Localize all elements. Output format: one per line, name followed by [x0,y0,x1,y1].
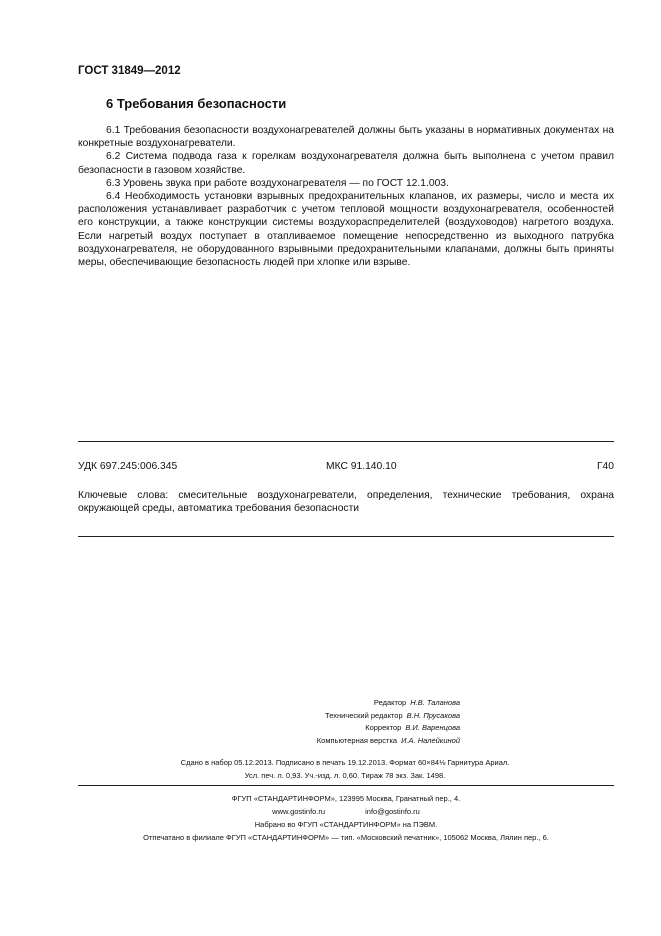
credit-role: Компьютерная верстка [316,735,398,745]
credit-name: В.Н. Прусакова [406,710,460,720]
paragraph-6-4: 6.4 Необходимость установки взрывных предохранительных клапанов, их размеры, число и места их расположения устанавливает разработчик с учетом тепловой мощности воздухонагревателя, особенностей его конструкции, а также конструкции системы воздухораспределителей (воздуховодов) нагретого воздуха. Если нагретый воздух поступает в отапливаемое помещение непосредственно из выходного патрубка воздухонагревателя, не оборудованного взрывными предохранительными клапанами, должны быть приняты меры, обеспечивающие безопасность людей при хлопке или взрыве. [78,191,614,269]
credit-name: И.А. Налейкиной [401,735,460,745]
paragraph-6-2: 6.2 Система подвода газа к горелкам воздухонагревателя должна быть выполнена с учетом правил безопасности в газовом хозяйстве. [78,151,614,176]
credit-role: Корректор [365,723,402,732]
credit-tech-editor [230,710,460,723]
divider-top [78,441,614,442]
publisher-line-1: ФГУП «СТАНДАРТИНФОРМ», 123995 Москва, Гранатный пер., 4. [231,794,461,803]
publisher-line-4: Отпечатано в филиале ФГУП «СТАНДАРТИНФОРМ» — тип. «Московский печатник», 105062 Москва, Лялин пер., 6. [143,833,549,842]
credit-corrector [230,722,460,735]
publisher-website[interactable]: www.gostinfo.ru [272,807,326,816]
publisher-line-3: Набрано во ФГУП «СТАНДАРТИНФОРМ» на ПЭВМ. [254,820,438,829]
udk-code: УДК 697.245:006.345 [78,461,178,472]
keywords: Ключевые слова: смесительные воздухонагреватели, определения, технические требования, охрана окружающей среды, автоматика требования безопасности [78,490,614,515]
credit-role: Редактор [373,698,407,707]
mks-code: МКС 91.140.10 [326,461,397,472]
paragraph-6-3: 6.3 Уровень звука при работе воздухонагревателя — по ГОСТ 12.1.003. [106,177,449,189]
credit-name: Н.В. Таланова [410,698,460,707]
group-code: Г40 [596,461,614,472]
paragraph-6-1: 6.1 Требования безопасности воздухонагревателей должны быть указаны в нормативных документах на конкретные воздухонагреватели. [78,125,614,150]
credit-role: Технический редактор [325,710,403,720]
credit-name: В.И. Варенцова [405,723,460,732]
publisher-email[interactable]: info@gostinfo.ru [365,807,420,816]
divider-middle [78,536,614,537]
credit-editor [230,697,460,710]
publisher-contacts [78,805,614,818]
divider-bottom [78,785,614,786]
section-title: 6 Требования безопасности [106,96,287,111]
publisher-block [78,792,614,844]
credit-layout [230,735,460,748]
imprint-line-1: Сдано в набор 05.12.2013. Подписано в печать 19.12.2013. Формат 60×84⅛ Гарнитура Ариал. [180,758,510,767]
imprint-line-2: Усл. печ. л. 0,93. Уч.-изд. л. 0,60. Тираж 78 экз. Зак. 1498. [244,770,446,780]
section-body [78,124,614,269]
credits-block [230,697,460,747]
imprint-block [120,757,570,782]
classification-row [78,461,614,475]
document-code: ГОСТ 31849—2012 [78,65,181,77]
